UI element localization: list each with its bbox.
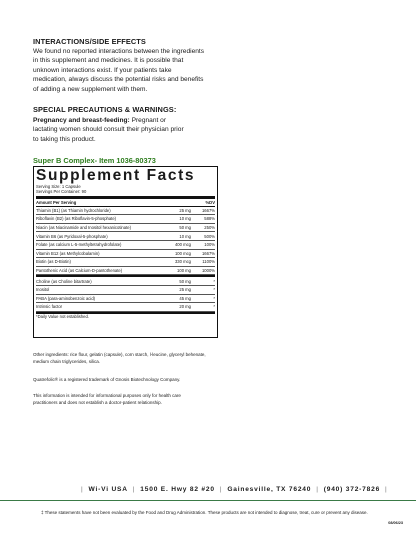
serving-size: Serving Size: 1 Capsule: [36, 184, 81, 189]
dv-label: %DV: [205, 199, 215, 205]
divider: |: [316, 486, 319, 493]
facts-row: [36, 207, 215, 216]
divider: |: [219, 486, 223, 493]
nutrient-name: Vitamin B6 (as Pyridoxal-5-phosphate): [36, 233, 108, 239]
facts-row: [36, 277, 215, 286]
precautions-line: lactating women should consult their physician prior: [33, 126, 184, 134]
nutrient-name: PABA (para-aminobenzoic acid): [36, 295, 96, 301]
nutrient-name: Pantothenic Acid (as Calcium-D-pantothenate): [36, 268, 123, 274]
nutrient-amount: 25 mg: [179, 207, 191, 213]
supplement-facts-panel: [33, 166, 218, 338]
nutrient-dv: *: [213, 304, 215, 310]
interactions-line: of adding a new supplement with them.: [33, 85, 148, 93]
document-date: 08/06/23: [388, 521, 403, 525]
precautions-paragraph: [33, 116, 208, 144]
facts-row: [36, 215, 215, 224]
nutrient-dv: 1000%: [201, 268, 215, 274]
facts-row: [36, 241, 215, 250]
servings-per-container: Servings Per Container: 90: [36, 189, 87, 195]
divider: |: [385, 486, 388, 493]
nutrient-amount: 400 mcg: [174, 242, 191, 248]
divider: |: [132, 486, 136, 493]
trademark-note: [33, 377, 213, 384]
interactions-line: medication, always discuss the potential risks and benefits: [33, 76, 204, 84]
nutrient-dv: 1667%: [201, 207, 215, 213]
nutrient-name: Intrinsic factor: [36, 304, 63, 310]
contact-bar: [76, 486, 393, 493]
other-ingredients: [33, 352, 213, 365]
nutrient-amount: 100 mcg: [174, 250, 191, 256]
nutrient-name: Inositol: [36, 287, 50, 293]
interactions-line: in this supplement and medicines. It is possible that: [33, 57, 184, 65]
nutrient-name: Vitamin B12 (as Methylcobalamin): [36, 250, 100, 256]
pregnancy-lead: Pregnancy and breast-feeding:: [33, 117, 130, 124]
divider: |: [81, 486, 84, 493]
nutrient-dv: 100%: [204, 242, 215, 248]
nutrient-dv: *: [213, 278, 215, 284]
nutrient-name: Biotin (as D-Biotin): [36, 259, 71, 265]
nutrient-dv: *: [213, 287, 215, 293]
nutrient-amount: 10 mg: [179, 216, 191, 222]
interactions-line: unknown interactions exist. If your patients take: [33, 66, 172, 74]
dv-footnote: *Daily Value not established.: [36, 312, 215, 320]
nutrient-amount: 50 mg: [179, 225, 191, 231]
precautions-heading: SPECIAL PRECAUTIONS & WARNINGS:: [33, 105, 177, 114]
amount-per-serving-label: Amount Per Serving: [36, 199, 77, 205]
nutrient-name: Thiamin (B1) (as Thiamin hydrochloride): [36, 207, 111, 213]
nutrient-dv: 500%: [204, 233, 215, 239]
facts-header-row: [36, 199, 215, 207]
nutrient-amount: 10 mg: [179, 233, 191, 239]
company-name: Wi-Vi USA: [88, 486, 128, 493]
supplement-facts-title: Supplement Facts: [36, 167, 196, 184]
nutrient-amount: 50 mg: [179, 278, 191, 284]
product-title: Super B Complex- Item 1036-80373: [33, 156, 156, 165]
nutrient-amount: 20 mg: [179, 304, 191, 310]
fda-disclaimer: ‡ These statements have not been evaluated by the Food and Drug Administration. These products are not intended to diagnose, treat, cure or prevent any disease.: [41, 510, 368, 515]
facts-row: [36, 295, 215, 304]
facts-row: [36, 303, 215, 312]
facts-row: [36, 258, 215, 267]
nutrient-amount: 330 mcg: [174, 259, 191, 265]
nutrient-dv: 250%: [204, 225, 215, 231]
other-ingredients-line: medium chain triglycerides, silica.: [33, 358, 101, 364]
interactions-paragraph: [33, 47, 208, 94]
nutrient-dv: 1100%: [202, 259, 215, 265]
company-phone: (940) 372-7826: [323, 486, 381, 493]
interactions-heading: INTERACTIONS/SIDE EFFECTS: [33, 37, 146, 46]
facts-row: [36, 267, 215, 276]
nutrient-amount: 45 mg: [179, 295, 191, 301]
precautions-line: [33, 116, 208, 125]
dv-rows: [36, 207, 215, 276]
nutrient-name: Niacin (as Niacinamide and Inositol hexanicotinate): [36, 225, 131, 231]
facts-row: [36, 232, 215, 241]
trademark-line: Quatrefolic® is a registered trademark of Gnosis Biotechnology Company.: [33, 377, 181, 382]
company-address: 1500 E. Hwy 82 #20: [140, 486, 215, 493]
pregnancy-rest: Pregnant or: [129, 117, 167, 124]
interactions-line: We found no reported interactions between the ingredients: [33, 48, 205, 55]
info-line: practitioners and does not establish a doctor-patient relationship.: [33, 399, 162, 405]
nutrient-name: Choline (as Choline bitartrate): [36, 278, 92, 284]
other-rows: [36, 277, 215, 311]
nutrient-dv: 1667%: [201, 250, 215, 256]
nutrient-amount: 100 mg: [177, 268, 191, 274]
nutrient-amount: 25 mg: [179, 287, 191, 293]
nutrient-dv: 588%: [204, 216, 215, 222]
info-line: This information is intended for informational purposes only for health care: [33, 393, 181, 398]
nutrient-name: Riboflavin (B2) (as Riboflavin-5-phosphate): [36, 216, 117, 222]
footer-rule: [0, 500, 416, 501]
company-city: Gainesville, TX 76240: [227, 486, 312, 493]
facts-row: [36, 286, 215, 295]
nutrient-dv: *: [213, 295, 215, 301]
precautions-line: to taking this product.: [33, 135, 96, 143]
other-ingredients-line: Other ingredients: rice flour, gelatin (capsule), corn starch, l-leucine, glyceryl behenate,: [33, 352, 206, 357]
info-note: [33, 393, 213, 406]
facts-row: [36, 224, 215, 233]
nutrient-name: Folate (as calcium L-5-methyltetrahydrofolate): [36, 242, 122, 248]
facts-row: [36, 250, 215, 259]
